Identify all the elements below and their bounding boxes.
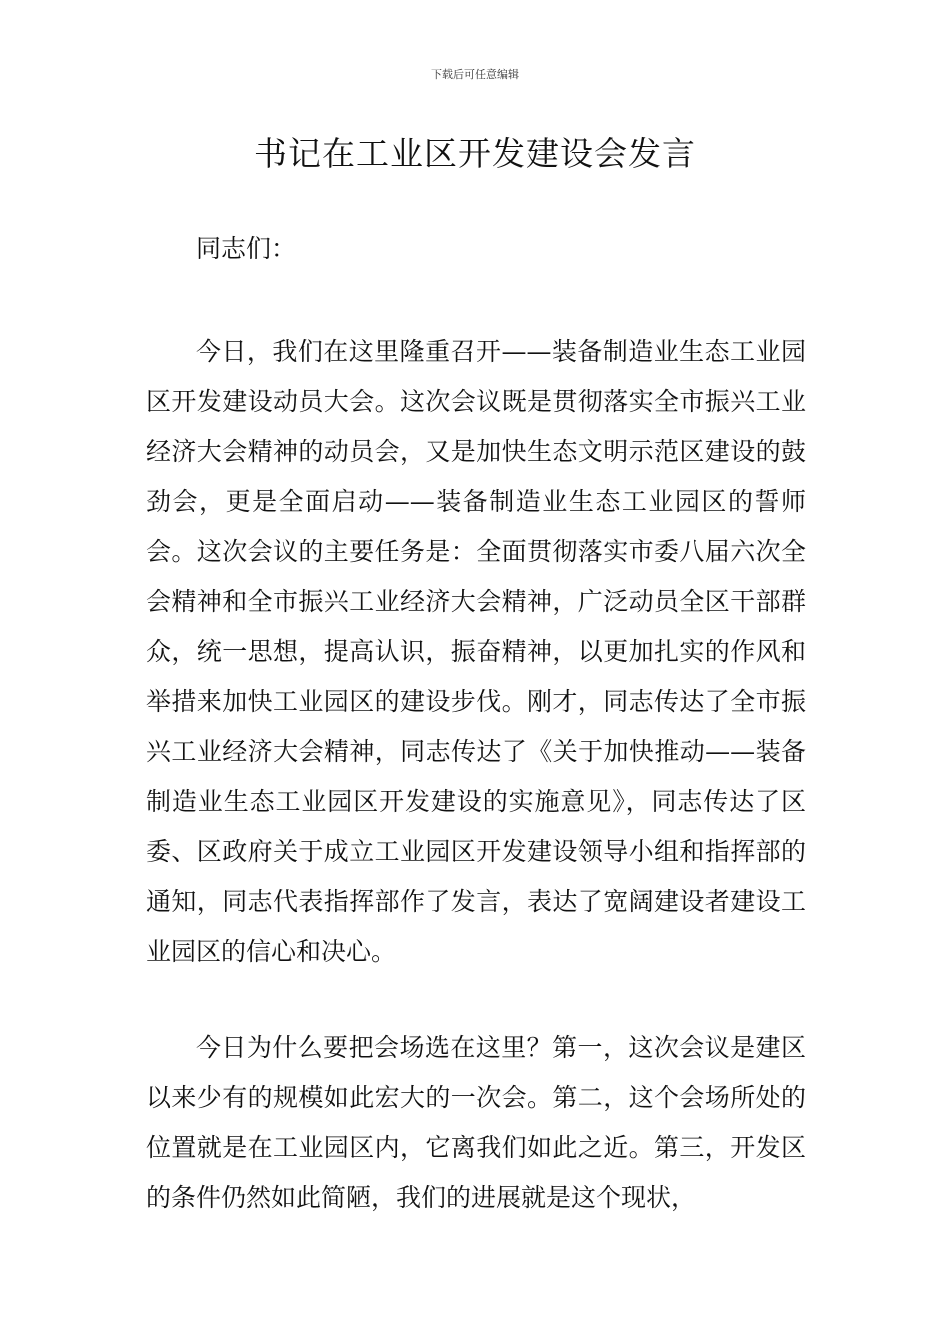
paragraph: 今日为什么要把会场选在这里？第一，这次会议是建区以来少有的规模如此宏大的一次会。第二，这个会场所处的位置就是在工业园区内，它离我们如此之近。第三，开发区的条件仍然如此简陋，我们的进展就是这个现状，	[146, 1033, 806, 1212]
salutation: 同志们：	[196, 234, 297, 263]
paragraph: 今日，我们在这里隆重召开——装备制造业生态工业园区开发建设动员大会。这次会议既是贯彻落实全市振兴工业经济大会精神的动员会，又是加快生态文明示范区建设的鼓劲会，更是全面启动——装备制造业生态工业园区的誓师会。这次会议的主要任务是：全面贯彻落实市委八届六次全会精神和全市振兴工业经济大会精神，广泛动员全区干部群众，统一思想，提高认识，振奋精神，以更加扎实的作风和举措来加快工业园区的建设步伐。刚才，同志传达了全市振兴工业经济大会精神，同志传达了《关于加快推动——装备制造业生态工业园区开发建设的实施意见》，同志传达了区委、区政府关于成立工业园区开发建设领导小组和指挥部的通知，同志代表指挥部作了发言，表达了宽阔建设者建设工业园区的信心和决心。	[146, 337, 806, 966]
header-note: 下载后可任意编辑	[431, 68, 519, 81]
document-title: 书记在工业区开发建设会发言	[254, 134, 696, 173]
